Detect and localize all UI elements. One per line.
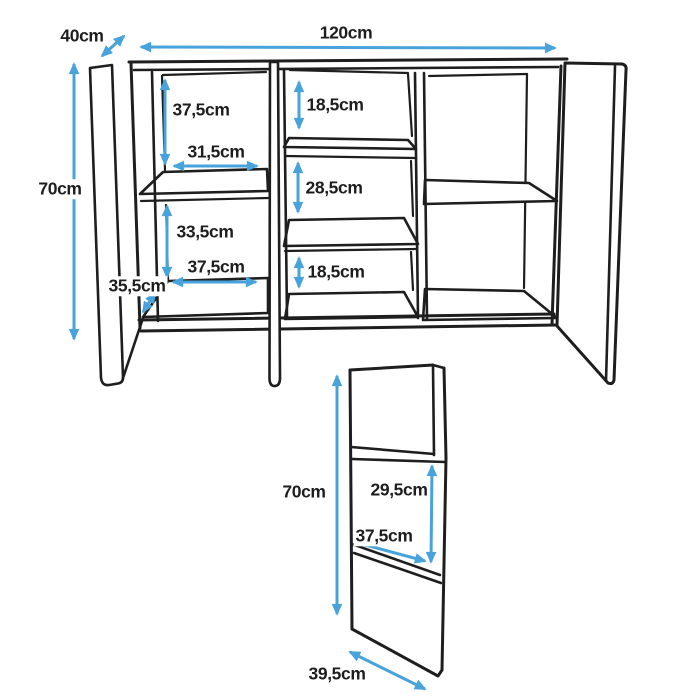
dim-label-left-top-width: 31,5cm [187,141,245,162]
left-door-open [90,65,123,385]
dim-label-middle-center: 28,5cm [305,177,363,198]
dim-label-cabinet-height: 70cm [38,178,82,199]
dim-label-panel-height: 70cm [282,481,326,502]
dim-label-middle-bottom: 18,5cm [307,261,365,282]
dim-label-left-bottom-height: 33,5cm [176,221,234,242]
panel-top-thickness-edge [433,365,444,368]
panel-seam-upper [351,447,434,454]
dim-label-panel-width: 37,5cm [355,525,413,546]
right-door-open [557,63,626,384]
right-compartment-back-corner [524,74,527,288]
panel-right-inner-edge [433,366,434,455]
left-compartment-shelf [140,169,268,194]
middle-shelf-upper [284,138,416,149]
cabinet-top-edge [129,59,567,62]
divider-right-back [424,73,427,319]
panel-left-edge [350,370,352,629]
dim-label-left-depth: 35,5cm [108,275,166,296]
dim-label-left-top-height: 37,5cm [172,99,230,120]
dim-label-middle-top: 18,5cm [306,94,364,115]
dim-label-cabinet-depth: 40cm [60,25,104,46]
right-compartment-top-back-edge [429,74,527,76]
middle-shelf-lower [284,218,418,246]
panel-shelf-line-upper [352,544,440,575]
arrow-panel-upper [431,466,432,562]
cabinet-bottom-outer-edge [141,325,556,331]
panel-right-outer-edge [442,368,446,670]
dim-label-left-bottom-width: 37,5cm [187,256,245,277]
panel-top-edge [350,365,433,370]
panel-shelf-line-lower [354,553,441,583]
right-compartment-shelf [424,180,557,204]
panel-seam-lower [352,459,445,462]
arrow-cabinet-width [141,47,555,48]
middle-door-open [270,62,281,386]
dim-label-panel-upper: 29,5cm [370,479,428,500]
middle-back-corner-center [411,161,413,216]
left-shelf-front-edge [141,198,268,201]
left-compartment-top-back-edge [163,72,266,75]
middle-compartment-top-back-edge [290,70,408,73]
divider-left [284,70,287,318]
dim-label-panel-depth: 39,5cm [308,663,366,684]
middle-back-corner-lower [411,252,413,290]
middle-shelf-lower-front-edge [285,249,417,251]
middle-back-corner-upper [408,74,412,136]
middle-shelf-upper-front-edge [285,156,416,158]
cabinet-top-inner-edge [134,67,558,70]
left-door-bottom-edge [123,318,143,378]
divider-right-front [415,73,418,318]
dimension-arrows [74,36,555,689]
dim-label-cabinet-width: 120cm [319,22,373,43]
